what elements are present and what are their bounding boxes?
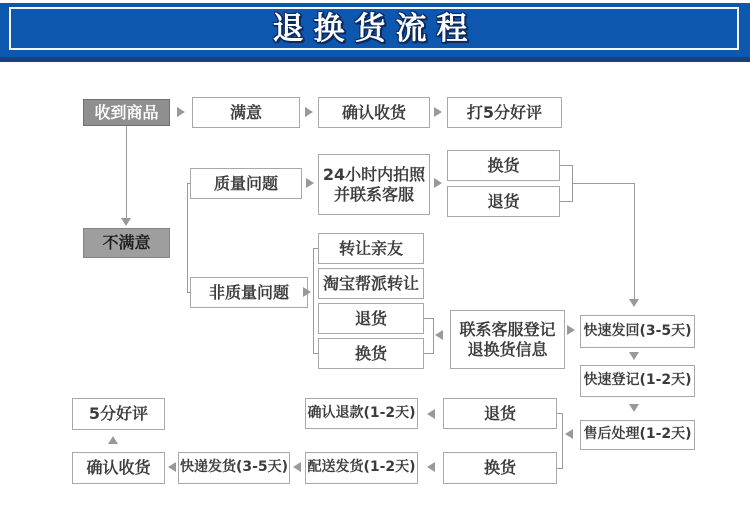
node-aftersale-processing: 售后处理(1-2天) [580, 420, 695, 450]
arrow-up-icon [108, 436, 118, 444]
page-title: 退换货流程 [272, 11, 478, 47]
connector-line [562, 413, 563, 469]
node-five-star-review-top: 打5分好评 [447, 97, 562, 128]
connector-line [187, 183, 188, 293]
connector-line [433, 318, 434, 354]
node-confirm-receipt-bottom: 确认收货 [72, 452, 165, 484]
connector-line [560, 165, 572, 166]
node-confirm-receipt-top: 确认收货 [318, 97, 430, 128]
connector-line [424, 353, 433, 354]
arrow-right-icon [434, 178, 442, 188]
connector-line [560, 201, 572, 202]
node-dispatch-delivery: 配送发货(1-2天) [305, 452, 418, 484]
arrow-left-icon [565, 429, 573, 439]
arrow-right-icon [303, 287, 311, 297]
arrow-down-icon [629, 404, 639, 412]
node-label-line2: 并联系客服 [333, 184, 414, 204]
node-taobao-transfer: 淘宝帮派转让 [318, 268, 424, 299]
node-received-goods: 收到商品 [83, 99, 170, 126]
banner-underline [0, 57, 750, 62]
node-satisfied: 满意 [192, 97, 300, 128]
arrow-right-icon [434, 107, 442, 117]
connector-line [572, 183, 634, 184]
connector-line [313, 248, 314, 354]
node-label-line1: 24小时内拍照 [322, 164, 426, 184]
arrow-left-icon [427, 462, 435, 472]
connector-line [634, 183, 635, 299]
arrow-down-icon [121, 218, 131, 226]
node-return-mid: 退货 [318, 303, 424, 334]
connector-line [424, 318, 433, 319]
arrow-left-icon [293, 462, 301, 472]
node-photo-within-24h [318, 154, 430, 215]
connector-line [187, 183, 190, 184]
arrow-right-icon [306, 178, 314, 188]
arrow-left-icon [435, 330, 443, 340]
header-banner [0, 3, 750, 57]
node-fast-register: 快速登记(1-2天) [580, 365, 695, 397]
node-return-quality: 退货 [447, 186, 560, 217]
arrow-right-icon [177, 107, 185, 117]
arrow-down-icon [629, 352, 639, 360]
arrow-right-icon [305, 107, 313, 117]
node-exchange-bottom: 换货 [443, 452, 557, 484]
node-exchange-mid: 换货 [318, 338, 424, 369]
node-fast-sendback: 快速发回(3-5天) [580, 315, 695, 348]
node-quality-issue: 质量问题 [190, 168, 302, 199]
arrow-down-icon [629, 299, 639, 307]
node-label-line1: 联系客服登记 [459, 319, 556, 339]
node-express-delivery: 快递发货(3-5天) [178, 452, 290, 484]
node-five-star-review-bottom: 5分好评 [72, 398, 165, 430]
node-contact-service-register [450, 310, 565, 369]
arrow-left-icon [168, 462, 176, 472]
node-label-line2: 退换货信息 [467, 339, 548, 359]
node-non-quality-issue: 非质量问题 [190, 277, 308, 308]
node-transfer-to-friends: 转让亲友 [318, 233, 424, 264]
node-unsatisfied: 不满意 [83, 228, 170, 258]
arrow-right-icon [567, 325, 575, 335]
node-confirm-refund: 确认退款(1-2天) [305, 398, 418, 429]
connector-line [126, 126, 127, 218]
node-return-bottom: 退货 [443, 398, 557, 429]
arrow-left-icon [427, 409, 435, 419]
node-exchange-quality: 换货 [447, 150, 560, 181]
